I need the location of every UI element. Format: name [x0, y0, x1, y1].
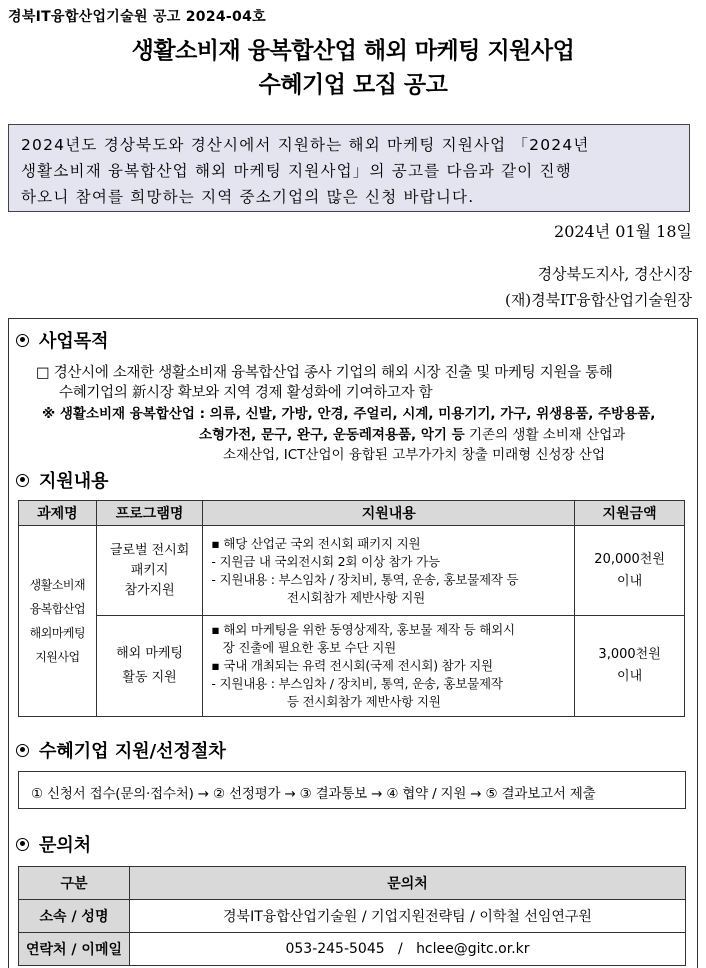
note-bold: 소형가전, 문구, 완구, 운동레져용품, 악기 등: [199, 427, 465, 443]
content-line: ▪ 국내 개최되는 유력 전시회(국제 전시회) 참가 지원: [211, 658, 493, 673]
table-header: 지원금액: [575, 501, 685, 526]
table-header: 구분: [19, 867, 130, 900]
content-line: - 지원금 내 국외전시회 2회 이상 참가 가능: [211, 553, 440, 569]
table-row: [19, 933, 686, 966]
support-table: [18, 500, 685, 717]
content-line: 등 전시회참가 제반사항 지원: [211, 694, 441, 709]
note-bold: 의류, 신발, 가방, 안경, 주얼리, 시계, 미용기기, 가구, 위생용품, 주방용품,: [209, 406, 656, 422]
section-heading-support: [16, 467, 109, 493]
amount-cell: [575, 526, 685, 616]
contact-value: 053-245-5045 / hclee@gitc.or.kr: [130, 933, 686, 966]
contact-table: [18, 866, 686, 966]
note-text: 기존의 생활 소비재 산업과: [464, 427, 626, 443]
program-line: 패키지: [130, 562, 169, 578]
intro-line: 2024년도 경상북도와 경산시에서 지원하는 해외 마케팅 지원사업 「2024년: [21, 136, 590, 154]
content-line: - 지원내용 : 부스임차 / 장치비, 통역, 운송, 홍보물제작: [211, 676, 503, 691]
task-name-line: 융복합산업: [29, 602, 86, 616]
content-line: 장 진출에 필요한 홍보 수단 지원: [211, 640, 396, 655]
bullet-circle-icon: [16, 744, 29, 757]
contact-label: 연락처 / 이메일: [19, 933, 130, 966]
table-header: 지원내용: [203, 501, 575, 526]
amount-value: 20,000천원: [594, 551, 665, 567]
contact-value: 경북IT융합산업기술원 / 기업지원전략팀 / 이학철 선임연구원: [130, 900, 686, 933]
program-cell: [96, 526, 203, 616]
bullet-circle-icon: [16, 838, 29, 851]
issuer-line1: 경상북도지사, 경산시장: [537, 265, 692, 283]
content-cell: [203, 526, 575, 616]
page-title-line1: 생활소비재 융복합산업 해외 마케팅 지원사업: [131, 38, 575, 64]
amount-cell: [575, 616, 685, 717]
table-header: 프로그램명: [96, 501, 203, 526]
task-name-line: 지원사업: [35, 650, 80, 664]
contact-label: 소속 / 성명: [19, 900, 130, 933]
task-name-line: 해외마케팅: [29, 626, 86, 640]
section-heading-contact: [16, 831, 91, 857]
industry-note: 소재산업, ICT산업이 융합된 고부가가치 창출 미래형 신성장 산업: [223, 447, 606, 463]
task-name-cell: [19, 526, 97, 717]
purpose-line: □ 경산시에 소재한 생활소비재 융복합산업 종사 기업의 해외 시장 진출 및 마케팅 지원을 통해: [36, 365, 613, 381]
content-line: ▪ 해당 산업군 국외 전시회 패키지 지원: [211, 535, 421, 551]
content-line: 전시회참가 제반사항 지원: [211, 589, 426, 605]
table-header: 문의처: [130, 867, 686, 900]
section-title: 사업목적: [39, 331, 109, 352]
task-name-line: 생활소비재: [29, 578, 86, 592]
program-line: 글로벌 전시회: [109, 542, 190, 558]
section-heading-purpose: [16, 327, 109, 353]
content-line: - 지원내용 : 부스임차 / 장치비, 통역, 운송, 홍보물제작 등: [211, 571, 519, 587]
program-cell: [96, 616, 203, 717]
content-line: ▪ 해외 마케팅을 위한 동영상제작, 홍보물 제작 등 해외시: [211, 622, 515, 637]
program-line: 참가지원: [124, 582, 175, 598]
issuer-line2: (재)경북IT융합산업기술원장: [504, 291, 692, 309]
section-title: 지원내용: [39, 471, 109, 492]
page-title-line2: 수혜기업 모집 공고: [258, 72, 448, 98]
intro-line: 하오니 참여를 희망하는 지역 중소기업의 많은 신청 바랍니다.: [21, 188, 475, 206]
note-prefix: ※ 생활소비재 융복합산업 :: [42, 406, 210, 422]
section-title: 문의처: [39, 835, 92, 856]
program-line: 활동 지원: [122, 670, 177, 685]
table-row: [19, 900, 686, 933]
intro-line: 생활소비재 융복합산업 해외 마케팅 지원사업」의 공고를 다음과 같이 진행: [21, 162, 572, 180]
amount-value: 3,000천원: [598, 647, 661, 662]
section-title: 수혜기업 지원/선정절차: [39, 741, 226, 762]
table-header: 과제명: [19, 501, 97, 526]
industry-note: [42, 402, 655, 422]
program-line: 해외 마케팅: [116, 646, 184, 661]
bullet-circle-icon: [16, 334, 29, 347]
content-cell: [203, 616, 575, 717]
procedure-box: ① 신청서 접수(문의·접수처) → ② 선정평가 → ③ 결과통보 → ④ 협약 / 지원 → ⑤ 결과보고서 제출: [18, 771, 686, 809]
bullet-circle-icon: [16, 474, 29, 487]
notice-date: 2024년 01월 18일: [554, 222, 692, 241]
industry-note: [199, 423, 625, 443]
section-heading-procedure: [16, 737, 226, 763]
amount-suffix: 이내: [617, 669, 643, 684]
intro-box: [8, 124, 690, 212]
purpose-line: 수혜기업의 新시장 확보와 지역 경제 활성화에 기여하고자 함: [59, 385, 433, 401]
amount-suffix: 이내: [617, 573, 643, 589]
notice-number: 경북IT융합산업기술원 공고 2024-04호: [8, 9, 266, 25]
